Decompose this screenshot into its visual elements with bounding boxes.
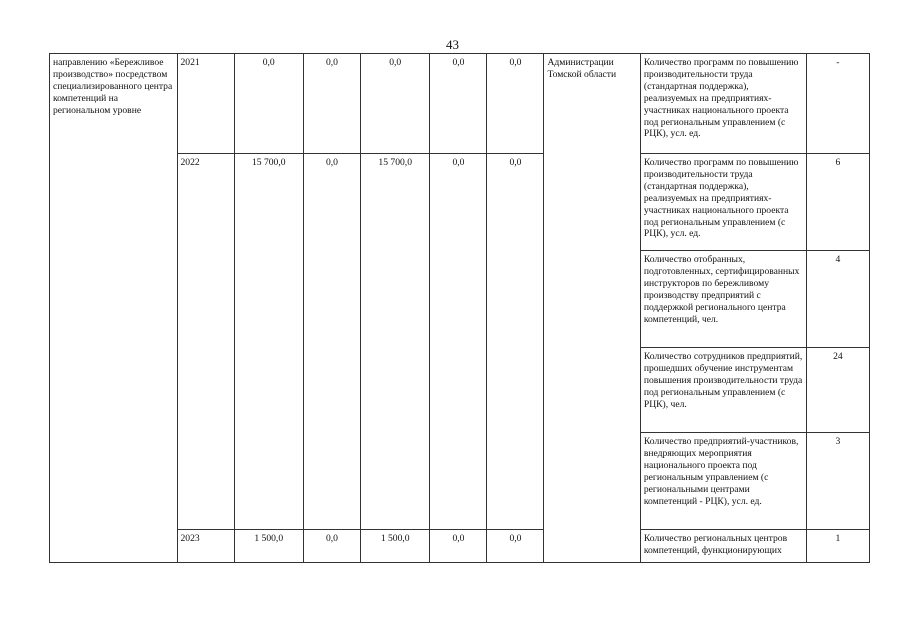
funding-cell: 0,0: [303, 54, 360, 154]
total-cell: 15 700,0: [234, 154, 303, 530]
funding-cell: 0,0: [430, 54, 487, 154]
indicator-cell: Количество сотрудников предприятий, прошедших обучение инструментам повышения производительности труда под региональным управлением (с РЦК), чел.: [640, 348, 806, 433]
indicator-value: 24: [806, 348, 869, 433]
table-row: [50, 54, 870, 154]
funding-cell: 0,0: [303, 154, 360, 530]
funding-cell: 0,0: [487, 154, 544, 530]
page-number: 43: [446, 37, 459, 52]
indicator-cell: Количество предприятий-участников, внедряющих мероприятия национального проекта под региональным управлением (с региональными центрами компетенций - РЦК), усл. ед.: [640, 433, 806, 530]
total-cell: 1 500,0: [234, 530, 303, 563]
year-cell: 2021: [177, 54, 234, 154]
indicator-value: 3: [806, 433, 869, 530]
year-cell: 2023: [177, 530, 234, 563]
indicator-value: -: [806, 54, 869, 154]
funding-cell: 0,0: [360, 54, 429, 154]
indicator-value: 4: [806, 251, 869, 348]
indicator-value: 1: [806, 530, 869, 563]
program-table: [49, 53, 870, 563]
funding-cell: 0,0: [487, 530, 544, 563]
indicator-cell: Количество программ по повышению производительности труда (стандартная поддержка), реализуемых на предприятиях-участниках национального проекта под региональным управлением (с РЦК), усл. ед.: [640, 54, 806, 154]
event-name-cell: направлению «Бережливое производство» посредством специализированного центра компетенций на региональном уровне: [50, 54, 178, 563]
funding-cell: 1 500,0: [360, 530, 429, 563]
funding-cell: 15 700,0: [360, 154, 429, 530]
year-cell: 2022: [177, 154, 234, 530]
indicator-cell: Количество региональных центров компетенций, функционирующих: [640, 530, 806, 563]
funding-cell: 0,0: [487, 54, 544, 154]
funding-cell: 0,0: [430, 530, 487, 563]
funding-cell: 0,0: [430, 154, 487, 530]
total-cell: 0,0: [234, 54, 303, 154]
indicator-value: 6: [806, 154, 869, 251]
indicator-cell: Количество программ по повышению производительности труда (стандартная поддержка), реализуемых на предприятиях-участниках национального проекта под региональным управлением (с РЦК), усл. ед.: [640, 154, 806, 251]
funding-cell: 0,0: [303, 530, 360, 563]
indicator-cell: Количество отобранных, подготовленных, сертифицированных инструкторов по бережливому производству предприятий с поддержкой регионального центра компетенций, чел.: [640, 251, 806, 348]
executor-cell: Администрации Томской области: [544, 54, 640, 563]
